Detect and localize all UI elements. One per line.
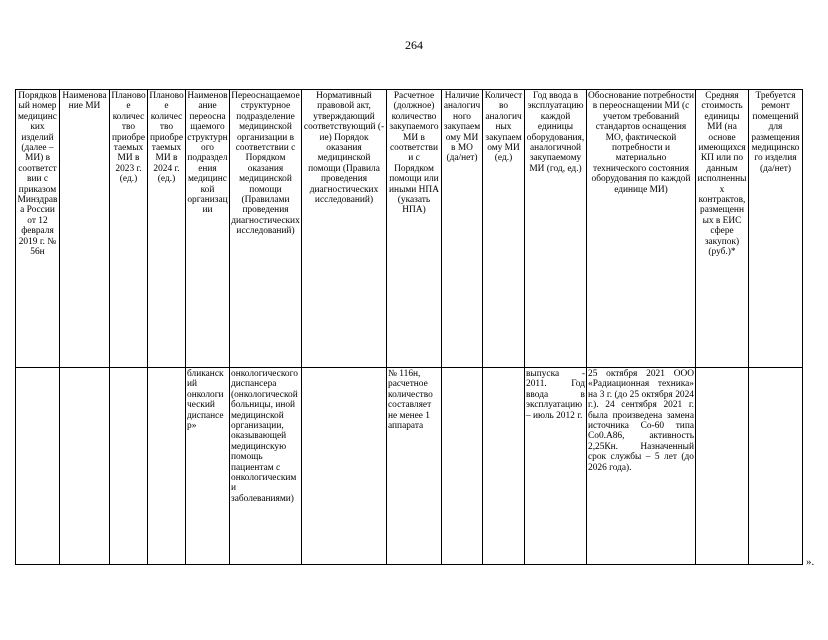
table-cell xyxy=(442,368,483,565)
table-cell-department-order: онкологического диспансера (онкологической больницы, иной медицинской организации, оказывающей медицинскую помощь пациентам с онкологическими заболеваниями) xyxy=(230,368,302,565)
table-cell-required-qty: № 116н, расчетное количество составляет не менее 1 аппарата xyxy=(387,368,442,565)
page-number: 264 xyxy=(405,38,423,52)
table-cell-commission-year: выпуска - 2011. Год ввода в эксплуатацию – июль 2012 г. xyxy=(525,368,587,565)
table-row xyxy=(16,368,803,565)
table-cell xyxy=(302,368,387,565)
header-cell-department-order: Переоснащаемое структурное подразделение медицинской организации в соответствии с Порядком оказания медицинской помощи (Правилами проведения диагностических исследований) xyxy=(230,90,302,368)
medical-equipment-table xyxy=(15,89,803,565)
table-header-row xyxy=(16,90,803,368)
table-cell xyxy=(749,368,803,565)
header-cell-analog-present: Наличие аналогичного закупаемому МИ в МО (да/нет) xyxy=(442,90,483,368)
table-cell-justification: 25 октября 2021 ООО «Радиационная техника» на 3 г. (до 25 октября 2024 г.). 24 сентября 2021 г. была произведена замена источника Co-60 типа Co0.A86, активность 2,25Кн. Назначенный срок службы – 5 лет (до 2026 года). xyxy=(587,368,696,565)
header-cell-qty-2023: Плановое количество приобретаемых МИ в 2023 г. (ед.) xyxy=(110,90,148,368)
header-cell-required-qty: Расчетное (должное) количество закупаемого МИ в соответствии с Порядком помощи или иными НПА (указать НПА) xyxy=(387,90,442,368)
header-cell-commission-year: Год ввода в эксплуатацию каждой единицы оборудования, аналогичной закупаемому МИ (год, ед.) xyxy=(525,90,587,368)
header-cell-qty-2024: Плановое количество приобретаемых МИ в 2024 г. (ед.) xyxy=(148,90,186,368)
header-cell-name: Наименование МИ xyxy=(60,90,110,368)
table-cell xyxy=(60,368,110,565)
header-cell-number: Порядковый номер медицинских изделий (далее – МИ) в соответствии с приказом Минздрава России от 12 февраля 2019 г. № 56н xyxy=(16,90,60,368)
header-cell-justification: Обоснование потребности в переоснащении МИ (с учетом требований стандартов оснащения МО, фактической потребности и материально технического состояния оборудования по каждой единице МИ) xyxy=(587,90,696,368)
table-cell xyxy=(110,368,148,565)
table-cell-department-name: бликанский онкологический диспансер» xyxy=(186,368,230,565)
table-cell xyxy=(696,368,749,565)
header-cell-avg-cost: Средняя стоимость единицы МИ (на основе имеющихся КП или по данным исполненных контрактов, размещенных в ЕИС сфере закупок) (руб.)* xyxy=(696,90,749,368)
table-cell xyxy=(16,368,60,565)
table-cell xyxy=(148,368,186,565)
header-cell-department-name: Наименование переоснащаемого структурного подразделения медицинской организации xyxy=(186,90,230,368)
header-cell-analog-count: Количество аналогичных закупаемому МИ (ед.) xyxy=(483,90,525,368)
table-cell xyxy=(483,368,525,565)
header-cell-repair-required: Требуется ремонт помещений для размещения медицинского изделия (да/нет) xyxy=(749,90,803,368)
closing-quote-mark: ». xyxy=(806,556,815,568)
header-cell-legal-act: Нормативный правовой акт, утверждающий соответствующий (-ие) Порядок оказания медицинской помощи (Правила проведения диагностических исследований) xyxy=(302,90,387,368)
